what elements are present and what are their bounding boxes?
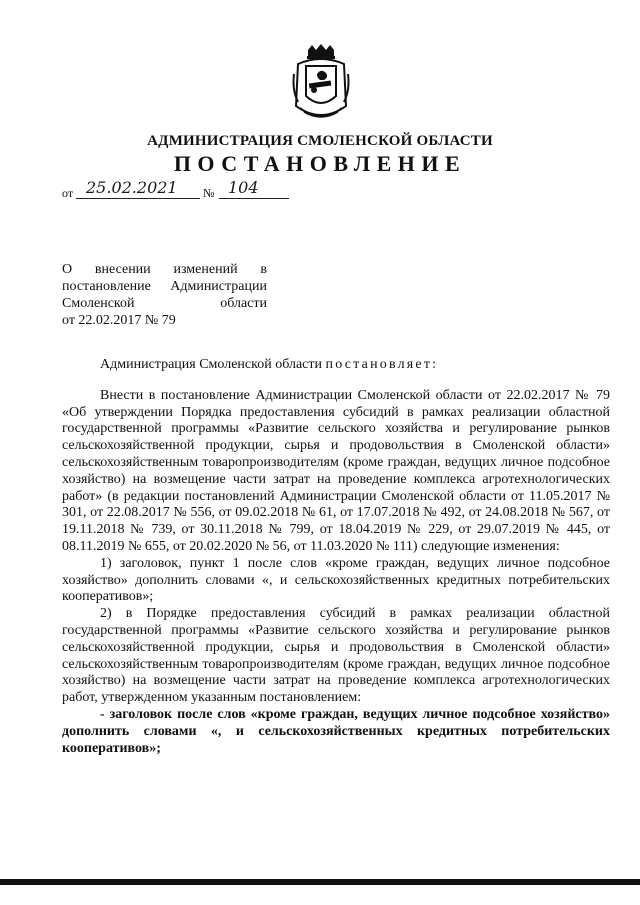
date-label: от [62,186,74,200]
intro-paragraph [62,357,610,374]
number-underline [219,198,289,199]
smolensk-coat-of-arms-icon [290,44,352,126]
paragraph-main: Внести в постановление Администрации Смоленской области от 22.02.2017 № 79 «Об утверждении Порядка предоставления субсидий в рамках реализации областной государственной программы «Развитие сельского хозяйства и регулирование рынков сельскохозяйственной продукции, сырья и продовольствия в Смоленской области» сельскохозяйственным товаропроизводителям (кроме граждан, ведущих личное подсобное хозяйство) на возмещение части затрат на проведение комплекса агротехнологических работ» (в редакции постановлений Администрации Смоленской области от 11.05.2017 № 301, от 22.08.2017 № 556, от 09.02.2018 № 61, от 17.07.2018 № 492, от 24.08.2018 № 567, от 19.11.2018 № 739, от 30.11.2018 № 799, от 18.04.2019 № 229, от 29.07.2019 № 445, от 08.11.2019 № 655, от 20.02.2020 № 56, от 11.03.2020 № 111) следующие изменения: [62,387,610,554]
intro-decree-word: постановляет: [325,357,439,372]
document-number: 104 [228,178,259,197]
date-underline [76,198,200,199]
document-subject [62,261,267,329]
document-type: ПОСТАНОВЛЕНИЕ [173,151,467,176]
scan-edge-bar [0,879,640,885]
subject-text-last-line: от 22.02.2017 № 79 [62,313,176,328]
organization-title: АДМИНИСТРАЦИЯ СМОЛЕНСКОЙ ОБЛАСТИ [147,133,493,149]
paragraph-item-2: 2) в Порядке предоставления субсидий в рамках реализации областной государственной программы «Развитие сельского хозяйства и регулирование рынков сельскохозяйственной продукции, сырья и продовольствия в Смоленской области» сельскохозяйственным товаропроизводителям (кроме граждан, ведущих личное подсобное хозяйство) на возмещение части затрат на проведение комплекса агротехнологических работ, утвержденном указанным постановлением: [62,606,610,706]
subject-text: О внесении изменений в постановление Администрации Смоленской области [62,262,267,311]
paragraph-item-1: 1) заголовок, пункт 1 после слов «кроме граждан, ведущих личное подсобное хозяйство» дополнить словами «, и сельскохозяйственных кредитных потребительских кооперативов»; [62,555,610,605]
intro-prefix: Администрация Смоленской области [100,357,326,372]
document-date-number [62,180,302,202]
number-label: № [203,186,215,200]
document-body [62,357,610,757]
paragraph-item-2-sub: - заголовок после слов «кроме граждан, ведущих личное подсобное хозяйство» дополнить словами «, и сельскохозяйственных кредитных потребительских кооперативов»; [62,706,610,756]
document-date: 25.02.2021 [86,178,178,197]
